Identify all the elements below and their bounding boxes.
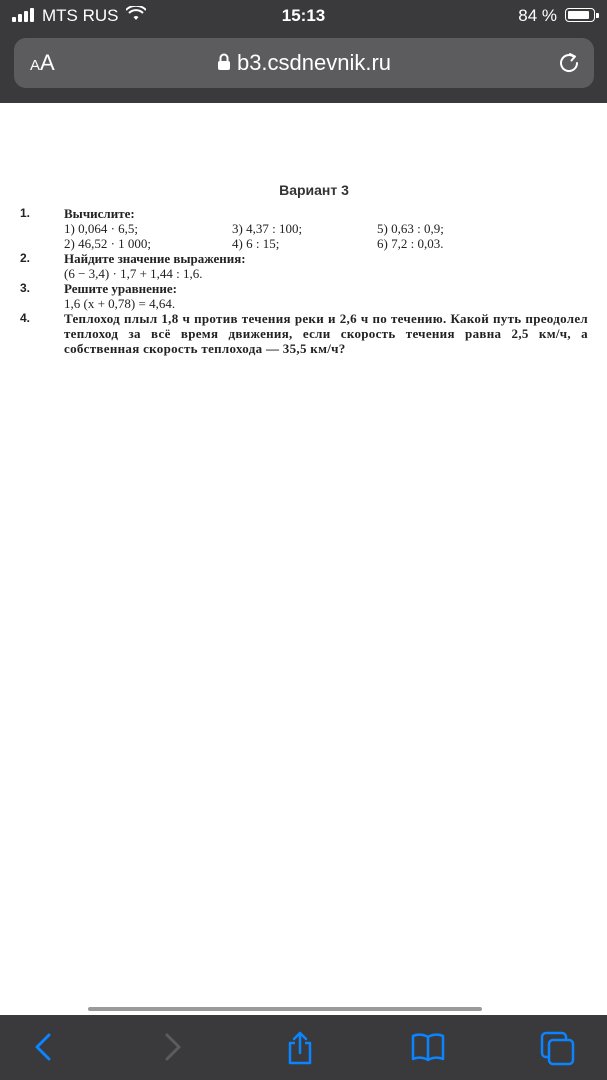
task-number: 2.: [20, 251, 31, 265]
scroll-indicator: [88, 1007, 482, 1011]
battery-percent: 84 %: [518, 6, 557, 25]
task-1: [20, 206, 588, 251]
reload-icon[interactable]: [556, 50, 582, 81]
task-4: [20, 311, 588, 356]
aa-large-label: A: [40, 50, 55, 75]
battery-icon: [565, 8, 595, 22]
task-text: Теплоход плыл 1,8 ч против течения реки и 2,6 ч по течению. Какой путь преодолел теплоход за всё время движения, если скорость течения равна 2,5 км/ч, а собственная скорость теплохода — 35,5 км/ч?: [64, 311, 588, 356]
task-2: [20, 251, 588, 281]
status-bar: [0, 0, 607, 32]
url-field[interactable]: [14, 50, 594, 77]
task-expression: (6 − 3,4) · 1,7 + 1,44 : 1,6.: [64, 266, 203, 281]
task-item: 6) 7,2 : 0,03.: [377, 236, 444, 251]
share-icon[interactable]: [284, 1031, 316, 1070]
bottom-toolbar: [0, 1015, 607, 1080]
task-item: 2) 46,52 · 1 000;: [64, 236, 152, 251]
task-title: Вычислите:: [64, 206, 135, 221]
task-number: 4.: [20, 311, 31, 325]
task-number: 1.: [20, 206, 31, 220]
task-number: 3.: [20, 281, 31, 295]
bookmarks-icon[interactable]: [410, 1031, 446, 1068]
task-3: [20, 281, 588, 311]
back-icon[interactable]: [30, 1031, 58, 1068]
task-equation: 1,6 (x + 0,78) = 4,64.: [64, 296, 176, 311]
url-text: b3.csdnevnik.ru: [236, 50, 392, 75]
task-item: 5) 0,63 : 0,9;: [377, 221, 444, 236]
tabs-icon[interactable]: [540, 1031, 576, 1072]
lock-icon: [217, 51, 231, 77]
task-item: 1) 0,064 · 6,5;: [64, 221, 139, 236]
worksheet: [20, 183, 588, 356]
task-item: 4) 6 : 15;: [232, 236, 280, 251]
address-bar[interactable]: [14, 38, 594, 88]
aa-small-label: A: [30, 57, 41, 74]
forward-icon[interactable]: [158, 1031, 186, 1068]
clock: 15:13: [281, 6, 326, 25]
task-title: Решите уравнение:: [64, 281, 178, 296]
task-title: Найдите значение выражения:: [64, 251, 246, 266]
carrier-name: MTS RUS: [42, 6, 119, 25]
task-items: [64, 221, 588, 251]
web-page: [0, 103, 607, 1015]
task-item: 3) 4,37 : 100;: [232, 221, 303, 236]
variant-title: Вариант 3: [279, 182, 349, 198]
